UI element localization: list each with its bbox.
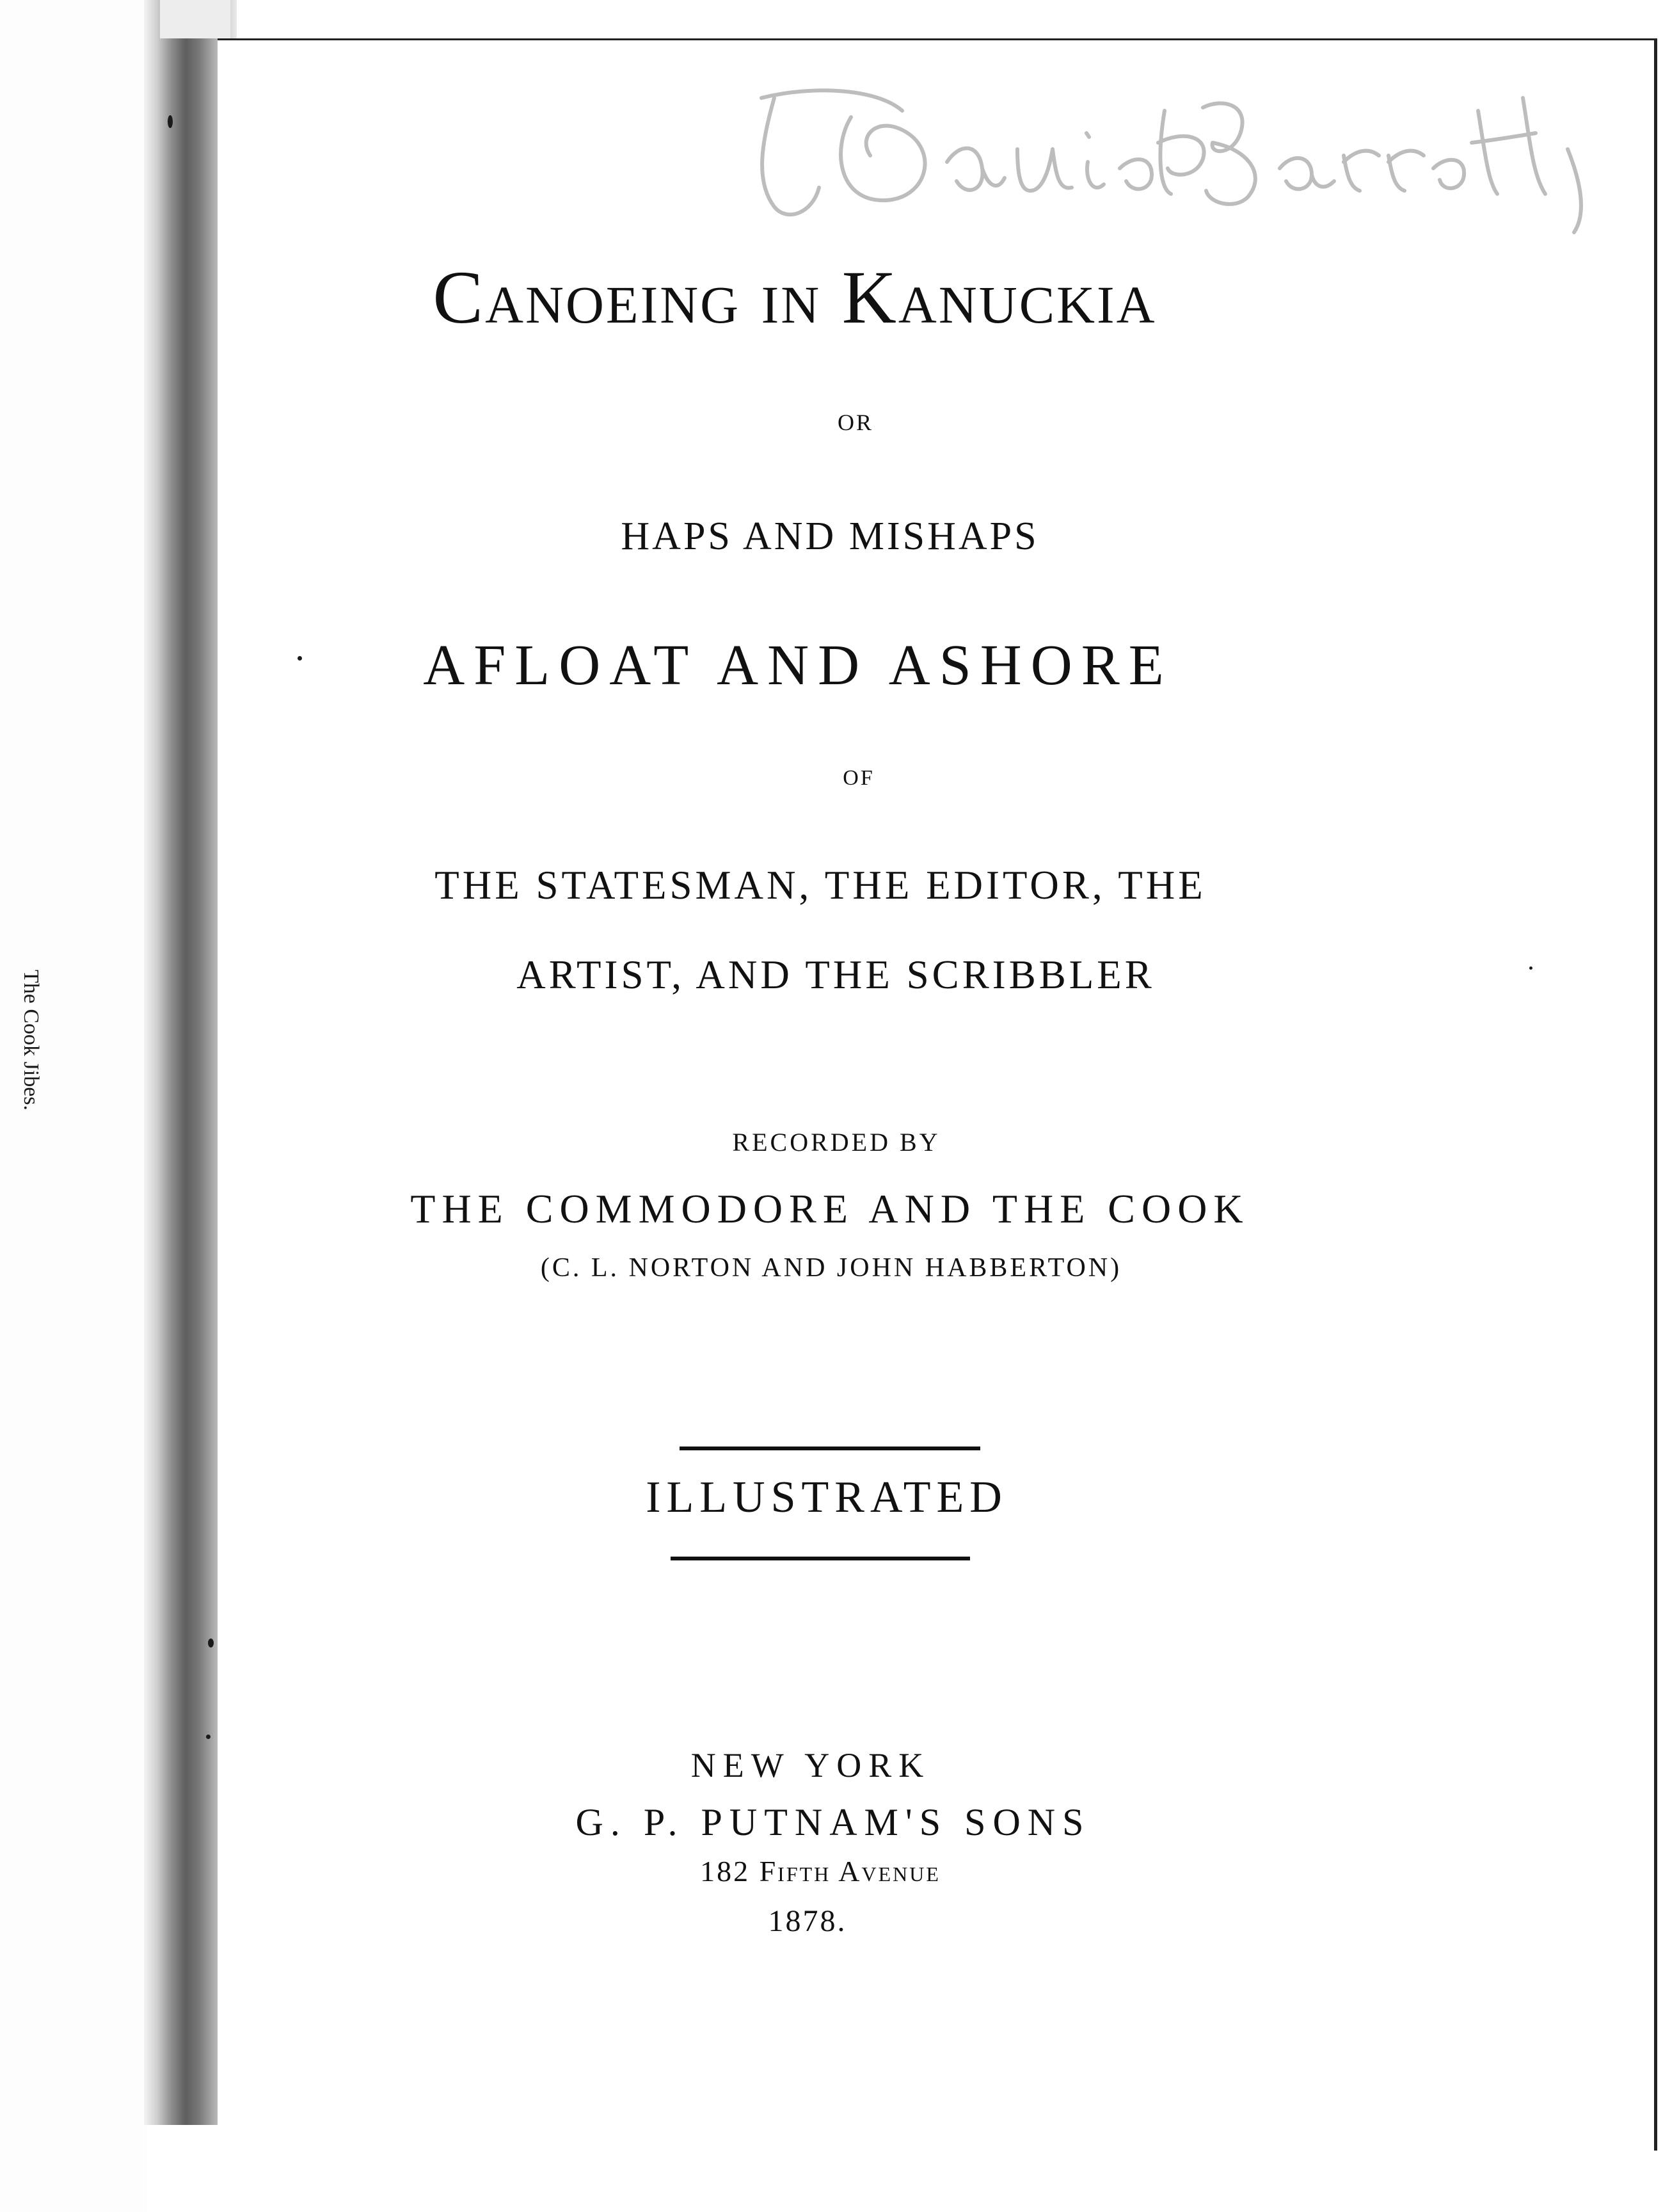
print-speck xyxy=(298,656,302,661)
subtitle-line-2: AFLOAT AND ASHORE xyxy=(423,634,1173,697)
illustrated-label: ILLUSTRATED xyxy=(646,1473,1008,1522)
cast-line-2: ARTIST, AND THE SCRIBBLER xyxy=(516,952,1155,997)
publisher-name: G. P. PUTNAM'S SONS xyxy=(575,1801,1091,1843)
subtitle-line-1: HAPS AND MISHAPS xyxy=(621,515,1039,558)
publisher-address: 182 Fifth Avenue xyxy=(700,1855,941,1887)
handwritten-signature xyxy=(736,72,1632,239)
recorded-by-label: RECORDED BY xyxy=(732,1128,941,1157)
bottom-divider-rule xyxy=(671,1557,970,1560)
print-speck xyxy=(208,1639,214,1647)
publication-year: 1878. xyxy=(768,1904,847,1938)
top-divider-rule xyxy=(680,1447,980,1450)
print-speck xyxy=(206,1735,211,1739)
gutter-top-edge xyxy=(160,0,230,38)
connector-or: OR xyxy=(837,410,873,435)
connector-of: OF xyxy=(843,766,875,790)
print-speck xyxy=(1529,966,1532,970)
recorders-line: THE COMMODORE AND THE COOK xyxy=(410,1186,1250,1231)
book-title: Canoeing in Kanuckia xyxy=(433,255,1157,339)
cast-line-1: THE STATESMAN, THE EDITOR, THE xyxy=(434,863,1206,908)
authors-line: (C. L. NORTON AND JOHN HABBERTON) xyxy=(540,1253,1122,1283)
facing-page-caption: The Cook Jibes. xyxy=(19,970,43,1111)
print-speck xyxy=(168,115,173,128)
publisher-city: NEW YORK xyxy=(690,1746,931,1784)
